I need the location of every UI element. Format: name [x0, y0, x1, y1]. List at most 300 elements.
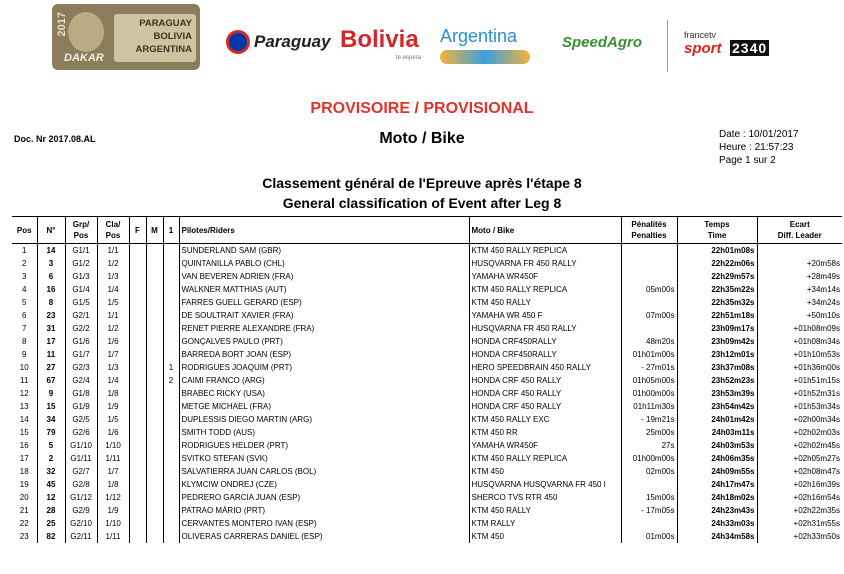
cell-m	[146, 491, 163, 504]
classification-table	[12, 216, 842, 543]
col-gap-line2: Diff. Leader	[777, 231, 822, 240]
cell-f	[129, 530, 146, 543]
cell-pen	[621, 257, 677, 270]
cell-pos: 20	[19, 492, 29, 502]
cell-cla: 1/1	[97, 244, 129, 258]
cell-m	[146, 439, 163, 452]
document-meta	[719, 128, 799, 167]
cell-time: 23h54m42s	[677, 400, 757, 413]
cell-one	[163, 309, 179, 322]
logo-divider	[667, 20, 668, 72]
cell-pen	[621, 296, 677, 309]
cell-f	[129, 309, 146, 322]
cell-time: 24h33m03s	[677, 517, 757, 530]
cell-gap: +01h52m31s	[757, 387, 842, 400]
cell-f	[129, 439, 146, 452]
cell-pos: 13	[19, 401, 29, 411]
cell-cla: 1/3	[97, 270, 129, 283]
table-row	[12, 517, 842, 530]
classification-title-fr: Classement général de l'Epreuve après l'étape 8	[262, 175, 582, 191]
cell-cla: 1/3	[97, 361, 129, 374]
cell-m	[146, 478, 163, 491]
table-row	[12, 322, 842, 335]
cell-pos: 3	[22, 271, 27, 281]
cell-pen: - 19m21s	[621, 413, 677, 426]
cell-m	[146, 361, 163, 374]
cell-m	[146, 335, 163, 348]
cell-pos: 10	[19, 362, 29, 372]
paraguay-emblem-icon	[226, 30, 250, 54]
cell-f	[129, 296, 146, 309]
cell-cla: 1/11	[97, 530, 129, 543]
cell-pos: 18	[19, 466, 29, 476]
cell-gap: +20m58s	[757, 257, 842, 270]
cell-pen	[621, 270, 677, 283]
table-row	[12, 413, 842, 426]
cell-pos: 4	[22, 284, 27, 294]
cell-bike: KTM 450	[469, 530, 621, 543]
cell-num: 3	[37, 257, 65, 270]
cell-m	[146, 517, 163, 530]
cell-num: 34	[37, 413, 65, 426]
cell-f	[129, 374, 146, 387]
cell-rider: BARREDA BORT JOAN (ESP)	[179, 348, 469, 361]
cell-cla: 1/4	[97, 283, 129, 296]
cell-time: 24h18m02s	[677, 491, 757, 504]
cell-pen: 48m20s	[621, 335, 677, 348]
cell-rider: WALKNER MATTHIAS (AUT)	[179, 283, 469, 296]
bolivia-logo-text: Bolivia	[340, 26, 419, 53]
cell-rider: RODRIGUES HELDER (PRT)	[179, 439, 469, 452]
speedagro-logo: SpeedAgro	[562, 34, 643, 51]
table-row	[12, 452, 842, 465]
col-time-line2: Time	[707, 231, 727, 240]
cell-grp: G2/2	[65, 322, 97, 335]
cell-one	[163, 283, 179, 296]
table-row	[12, 491, 842, 504]
table-row	[12, 374, 842, 387]
cell-f	[129, 400, 146, 413]
cell-one	[163, 439, 179, 452]
cell-pen: 01h05m00s	[621, 374, 677, 387]
cell-f	[129, 348, 146, 361]
cell-f	[129, 504, 146, 517]
cell-gap: +01h08m09s	[757, 322, 842, 335]
table-row	[12, 387, 842, 400]
cell-gap: +02h08m47s	[757, 465, 842, 478]
cell-f	[129, 257, 146, 270]
cell-m	[146, 283, 163, 296]
cell-grp: G2/9	[65, 504, 97, 517]
table-row	[12, 244, 842, 258]
cell-rider: KLYMCIW ONDREJ (CZE)	[179, 478, 469, 491]
cell-pen: 01h11m30s	[621, 400, 677, 413]
cell-one: 2	[163, 374, 179, 387]
document-number: Doc. Nr 2017.08.AL	[14, 134, 96, 144]
cell-f	[129, 491, 146, 504]
table-body	[12, 244, 842, 544]
cell-pos: 1	[22, 245, 27, 255]
cell-num: 25	[37, 517, 65, 530]
cell-gap	[757, 244, 842, 258]
page-indicator: Page 1 sur 2	[719, 155, 776, 166]
cell-bike: HONDA CRF 450 RALLY	[469, 374, 621, 387]
col-gap-line1: Ecart	[789, 220, 810, 229]
cell-f	[129, 452, 146, 465]
cell-time: 24h17m47s	[677, 478, 757, 491]
cell-grp: G2/5	[65, 413, 97, 426]
table-row	[12, 400, 842, 413]
cell-pos: 2	[22, 258, 27, 268]
cell-gap: +02h31m55s	[757, 517, 842, 530]
col-class-line1: Cla/	[105, 220, 121, 229]
argentina-logo-text: Argentina	[440, 26, 518, 46]
cell-pos: 22	[19, 518, 29, 528]
bolivia-logo-tagline: te espera	[396, 55, 422, 61]
cell-m	[146, 348, 163, 361]
cell-pen: 05m00s	[621, 283, 677, 296]
cell-bike: KTM RALLY	[469, 517, 621, 530]
cell-rider: BRABEC RICKY (USA)	[179, 387, 469, 400]
col-time-line1: Temps	[704, 220, 730, 229]
cell-num: 82	[37, 530, 65, 543]
cell-m	[146, 530, 163, 543]
cell-one	[163, 387, 179, 400]
cell-bike: KTM 450 RALLY REPLICA	[469, 244, 621, 258]
table-row	[12, 335, 842, 348]
cell-pen	[621, 322, 677, 335]
cell-cla: 1/10	[97, 517, 129, 530]
cell-bike: HUSQVARNA HUSQVARNA FR 450 I	[469, 478, 621, 491]
cell-grp: G2/11	[65, 530, 97, 543]
country-line: BOLIVIA	[153, 31, 192, 42]
col-group	[65, 217, 97, 244]
cell-gap: +01h51m15s	[757, 374, 842, 387]
cell-time: 24h03m53s	[677, 439, 757, 452]
cell-rider: PATRAO MÁRIO (PRT)	[179, 504, 469, 517]
cell-one	[163, 530, 179, 543]
cell-pen: - 17m05s	[621, 504, 677, 517]
cell-time: 23h53m39s	[677, 387, 757, 400]
cell-grp: G2/3	[65, 361, 97, 374]
cell-time: 24h09m55s	[677, 465, 757, 478]
table-row	[12, 478, 842, 491]
cell-rider: SMITH TODD (AUS)	[179, 426, 469, 439]
paraguay-logo	[222, 26, 331, 66]
dakar-2017-logo	[52, 4, 200, 70]
cell-rider: SUNDERLAND SAM (GBR)	[179, 244, 469, 258]
table-row	[12, 348, 842, 361]
bolivia-logo	[338, 26, 428, 66]
cell-f	[129, 270, 146, 283]
cell-pen	[621, 478, 677, 491]
col-group-line1: Grp/	[72, 220, 90, 229]
cell-m	[146, 426, 163, 439]
cell-rider: VAN BEVEREN ADRIEN (FRA)	[179, 270, 469, 283]
paraguay-logo-text: Paraguay	[254, 32, 331, 51]
cell-grp: G1/5	[65, 296, 97, 309]
cell-bike: KTM 450 RR	[469, 426, 621, 439]
cell-rider: METGE MICHAEL (FRA)	[179, 400, 469, 413]
cell-time: 22h01m08s	[677, 244, 757, 258]
cell-pos: 16	[19, 440, 29, 450]
table-row	[12, 270, 842, 283]
cell-bike: KTM 450 RALLY	[469, 504, 621, 517]
cell-cla: 1/7	[97, 465, 129, 478]
cell-bike: HUSQVARNA FR 450 RALLY	[469, 322, 621, 335]
cell-one	[163, 478, 179, 491]
cell-pen: 02m00s	[621, 465, 677, 478]
cell-m	[146, 309, 163, 322]
cell-rider: PEDRERO GARCIA JUAN (ESP)	[179, 491, 469, 504]
col-number: N°	[37, 217, 65, 244]
cell-grp: G1/11	[65, 452, 97, 465]
cell-num: 14	[37, 244, 65, 258]
col-gap	[757, 217, 842, 244]
cell-bike: YAMAHA WR450F	[469, 439, 621, 452]
cell-f	[129, 478, 146, 491]
cell-pos: 6	[22, 310, 27, 320]
cell-num: 8	[37, 296, 65, 309]
cell-pen: 01h00m00s	[621, 452, 677, 465]
cell-pos: 9	[22, 349, 27, 359]
cell-m	[146, 387, 163, 400]
cell-f	[129, 322, 146, 335]
cell-bike: SHERCO TVS RTR 450	[469, 491, 621, 504]
table-row	[12, 296, 842, 309]
cell-one	[163, 465, 179, 478]
cell-one	[163, 491, 179, 504]
cell-grp: G1/1	[65, 244, 97, 258]
cell-grp: G1/4	[65, 283, 97, 296]
cell-time: 24h23m43s	[677, 504, 757, 517]
cell-f	[129, 413, 146, 426]
cell-one	[163, 504, 179, 517]
cell-grp: G2/8	[65, 478, 97, 491]
cell-num: 67	[37, 374, 65, 387]
cell-grp: G1/3	[65, 270, 97, 283]
cell-cla: 1/6	[97, 426, 129, 439]
cell-time: 23h52m23s	[677, 374, 757, 387]
cell-one: 1	[163, 361, 179, 374]
table-row	[12, 504, 842, 517]
cell-pos: 7	[22, 323, 27, 333]
cell-pen	[621, 244, 677, 258]
cell-pos: 8	[22, 336, 27, 346]
cell-f	[129, 387, 146, 400]
cell-grp: G2/7	[65, 465, 97, 478]
touareg-icon	[68, 12, 104, 52]
cell-m	[146, 465, 163, 478]
cell-pos: 15	[19, 427, 29, 437]
cell-time: 23h09m17s	[677, 322, 757, 335]
francetv-text: francetv	[684, 30, 717, 40]
cell-one	[163, 322, 179, 335]
cell-m	[146, 244, 163, 258]
cell-one	[163, 270, 179, 283]
cell-gap: +02h16m54s	[757, 491, 842, 504]
cell-gap: +50m10s	[757, 309, 842, 322]
cell-pos: 19	[19, 479, 29, 489]
cell-num: 9	[37, 387, 65, 400]
logo-banner	[0, 0, 844, 75]
cell-pos: 14	[19, 414, 29, 424]
cell-pen: 01m00s	[621, 530, 677, 543]
cell-gap: +34m14s	[757, 283, 842, 296]
cell-bike: HONDA CRF450RALLY	[469, 348, 621, 361]
table-row	[12, 257, 842, 270]
cell-m	[146, 400, 163, 413]
cell-m	[146, 452, 163, 465]
col-riders: Pilotes/Riders	[179, 217, 469, 244]
cell-num: 2	[37, 452, 65, 465]
classification-title-en: General classification of Event after Leg 8	[282, 195, 562, 211]
cell-f	[129, 244, 146, 258]
cell-pos: 17	[19, 453, 29, 463]
cell-grp: G1/10	[65, 439, 97, 452]
cell-rider: FARRES GUELL GERARD (ESP)	[179, 296, 469, 309]
cell-cla: 1/9	[97, 400, 129, 413]
country-line: ARGENTINA	[135, 44, 192, 55]
cell-time: 23h12m01s	[677, 348, 757, 361]
francetv-sport-logo	[684, 30, 784, 70]
cell-bike: KTM 450 RALLY REPLICA	[469, 283, 621, 296]
table-row	[12, 361, 842, 374]
dakar-countries	[114, 14, 196, 62]
cell-time: 24h34m58s	[677, 530, 757, 543]
cell-gap: +28m49s	[757, 270, 842, 283]
cell-gap: +02h02m03s	[757, 426, 842, 439]
cell-num: 15	[37, 400, 65, 413]
cell-cla: 1/5	[97, 296, 129, 309]
cell-grp: G1/6	[65, 335, 97, 348]
cell-one	[163, 452, 179, 465]
cell-gap: +02h16m39s	[757, 478, 842, 491]
cell-grp: G1/7	[65, 348, 97, 361]
cell-pos: 23	[19, 531, 29, 541]
francetv-sport-text: sport	[684, 40, 722, 57]
cell-cla: 1/9	[97, 504, 129, 517]
cell-grp: G1/8	[65, 387, 97, 400]
cell-rider: SVITKO STEFAN (SVK)	[179, 452, 469, 465]
cell-rider: DUPLESSIS DIEGO MARTIN (ARG)	[179, 413, 469, 426]
table-row	[12, 530, 842, 543]
argentina-wave-icon	[440, 50, 530, 64]
table-row	[12, 309, 842, 322]
cell-f	[129, 517, 146, 530]
cell-time: 23h09m42s	[677, 335, 757, 348]
cell-rider: CERVANTES MONTERO IVAN (ESP)	[179, 517, 469, 530]
cell-pen	[621, 517, 677, 530]
cell-grp: G1/12	[65, 491, 97, 504]
cell-num: 45	[37, 478, 65, 491]
country-line: PARAGUAY	[139, 18, 192, 29]
cell-bike: HONDA CRF 450 RALLY	[469, 387, 621, 400]
cell-bike: KTM 450 RALLY REPLICA	[469, 452, 621, 465]
cell-gap: +02h33m50s	[757, 530, 842, 543]
cell-gap: +01h36m00s	[757, 361, 842, 374]
cell-grp: G2/6	[65, 426, 97, 439]
col-class-line2: Pos	[105, 231, 121, 240]
cell-m	[146, 296, 163, 309]
cell-cla: 1/7	[97, 348, 129, 361]
cell-one	[163, 348, 179, 361]
cell-bike: YAMAHA WR450F	[469, 270, 621, 283]
cell-m	[146, 322, 163, 335]
cell-num: 11	[37, 348, 65, 361]
cell-gap: +01h08m34s	[757, 335, 842, 348]
cell-pen: 25m00s	[621, 426, 677, 439]
provisional-label: PROVISOIRE / PROVISIONAL	[310, 100, 534, 117]
cell-gap: +34m24s	[757, 296, 842, 309]
cell-time: 23h37m08s	[677, 361, 757, 374]
cell-num: 23	[37, 309, 65, 322]
cell-num: 16	[37, 283, 65, 296]
cell-one	[163, 257, 179, 270]
cell-m	[146, 374, 163, 387]
cell-num: 6	[37, 270, 65, 283]
cell-num: 28	[37, 504, 65, 517]
cell-bike: KTM 450	[469, 465, 621, 478]
cell-cla: 1/2	[97, 322, 129, 335]
cell-time: 22h35m22s	[677, 283, 757, 296]
cell-one	[163, 335, 179, 348]
cell-time: 24h06m35s	[677, 452, 757, 465]
cell-grp: G2/4	[65, 374, 97, 387]
col-group-line2: Pos	[73, 231, 89, 240]
col-class	[97, 217, 129, 244]
cell-cla: 1/11	[97, 452, 129, 465]
cell-cla: 1/8	[97, 387, 129, 400]
cell-pos: 21	[19, 505, 29, 515]
cell-pos: 11	[20, 375, 29, 385]
cell-cla: 1/1	[97, 309, 129, 322]
cell-num: 79	[37, 426, 65, 439]
cell-rider: RENET PIERRE ALEXANDRE (FRA)	[179, 322, 469, 335]
cell-num: 32	[37, 465, 65, 478]
col-m: M	[146, 217, 163, 244]
cell-time: 22h51m18s	[677, 309, 757, 322]
cell-bike: YAMAHA WR 450 F	[469, 309, 621, 322]
cell-gap: +01h53m34s	[757, 400, 842, 413]
table-row	[12, 439, 842, 452]
cell-bike: KTM 450 RALLY EXC	[469, 413, 621, 426]
cell-num: 12	[37, 491, 65, 504]
cell-gap: +02h02m45s	[757, 439, 842, 452]
col-penalties	[621, 217, 677, 244]
cell-m	[146, 413, 163, 426]
cell-num: 31	[37, 322, 65, 335]
cell-f	[129, 283, 146, 296]
cell-pos: 12	[19, 388, 29, 398]
cell-gap: +02h00m34s	[757, 413, 842, 426]
col-one: 1	[163, 217, 179, 244]
cell-one	[163, 413, 179, 426]
col-penalties-line1: Pénalités	[631, 220, 667, 229]
cell-grp: G1/2	[65, 257, 97, 270]
col-bike: Moto / Bike	[469, 217, 621, 244]
cell-rider: RODRIGUES JOAQUIM (PRT)	[179, 361, 469, 374]
cell-time: 22h35m32s	[677, 296, 757, 309]
cell-num: 27	[37, 361, 65, 374]
cell-time: 22h29m57s	[677, 270, 757, 283]
table-row	[12, 283, 842, 296]
cell-cla: 1/10	[97, 439, 129, 452]
cell-pos: 5	[22, 297, 27, 307]
col-penalties-line2: Penalties	[631, 231, 667, 240]
cell-gap: +01h10m53s	[757, 348, 842, 361]
cell-one	[163, 296, 179, 309]
